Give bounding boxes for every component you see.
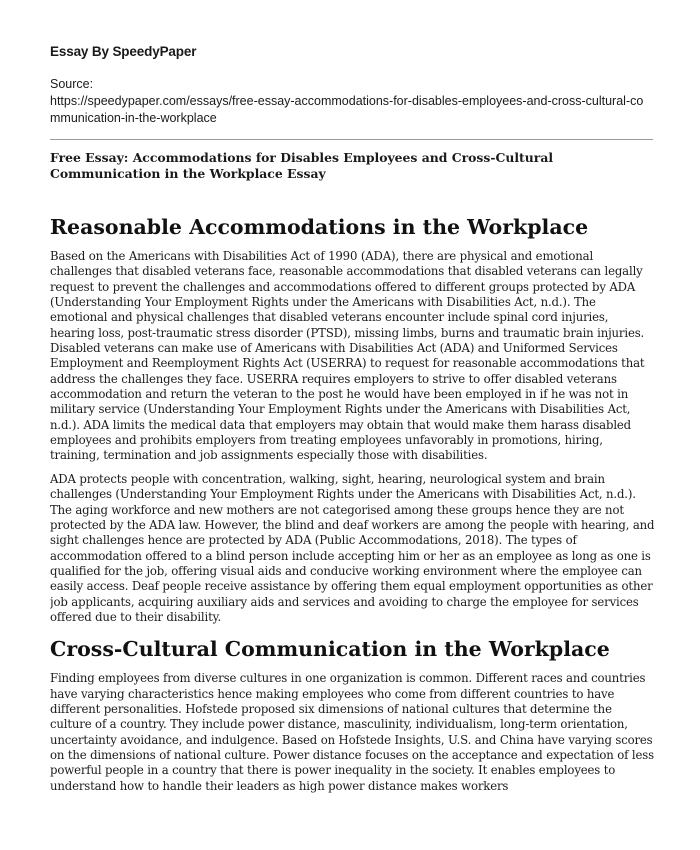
header-divider xyxy=(50,139,653,140)
source-block xyxy=(50,76,650,127)
essay-body xyxy=(50,214,655,802)
paragraph: ADA protects people with concentration, walking, sight, hearing, neurological system and brain challenges (Understanding Your Employment Rights under the Americans with Disabilities Act, n.d.). The aging workforce and new mothers are not categorised among these groups hence they are not protected by the ADA law. However, the blind and deaf workers are among the people with hearing, and sight challenges hence are protected by ADA (Public Accommodations, 2018). The types of accommodation offered to a blind person include accepting him or her as an employee as long as one is qualified for the job, offering visual aids and conducive working environment where the employee can easily access. Deaf people receive assistance by offering them equal employment opportunities as other job applicants, acquiring auxiliary aids and services and avoiding to charge the employee for services offered due to their disability. xyxy=(50,471,655,624)
document-title: Free Essay: Accommodations for Disables Employees and Cross-Cultural Communication in the Workplace Essay xyxy=(50,150,554,181)
document-page xyxy=(50,0,655,850)
section-heading-cross-cultural: Cross-Cultural Communication in the Workplace xyxy=(50,637,610,662)
paragraph: Finding employees from diverse cultures in one organization is common. Different races and countries have varying characteristics hence making employees who come from different countries to have different personalities. Hofstede proposed six dimensions of national cultures that determine the culture of a country. They include power distance, masculinity, individualism, long-term orientation, uncertainty avoidance, and indulgence. Based on Hofstede Insights, U.S. and China have varying scores on the dimensions of national culture. Power distance focuses on the acceptance and expectation of less powerful people in a country that there is power inequality in the society. It enables employees to understand how to handle their leaders as high power distance makes workers xyxy=(50,671,654,793)
brand-label: Essay By SpeedyPaper xyxy=(50,44,197,59)
source-label: Source: xyxy=(50,77,94,91)
source-url-link[interactable]: https://speedypaper.com/essays/free-essay-accommodations-for-disables-employees-and-cross-cultural-communication-in-the-workplace xyxy=(50,94,644,125)
section-heading-accommodations: Reasonable Accommodations in the Workplace xyxy=(50,215,589,239)
paragraph: Based on the Americans with Disabilities Act of 1990 (ADA), there are physical and emotional challenges that disabled veterans face, reasonable accommodations that disabled veterans can legally request to prevent the challenges and accommodations offered to different groups protected by ADA (Understanding Your Employment Rights under the Americans with Disabilities Act, n.d.). The emotional and physical challenges that disabled veterans encounter include spinal cord injuries, hearing loss, post-traumatic stress disorder (PTSD), missing limbs, burns and traumatic brain injuries. Disabled veterans can make use of Americans with Disabilities Act (ADA) and Uniformed Services Employment and Reemployment Rights Act (USERRA) to request for reasonable accommodations that address the challenges they face. USERRA requires employers to strive to offer disabled veterans accommodation and return the veteran to the post he would have been employed in if he was not in military service (Understanding Your Employment Rights under the Americans with Disabilities Act, n.d.). ADA limits the medical data that employers may obtain that would make them harass disabled employees and prohibits employers from treating employees unfavorably in promotions, hiring, training, termination and job assignments especially those with disabilities. xyxy=(50,249,645,463)
